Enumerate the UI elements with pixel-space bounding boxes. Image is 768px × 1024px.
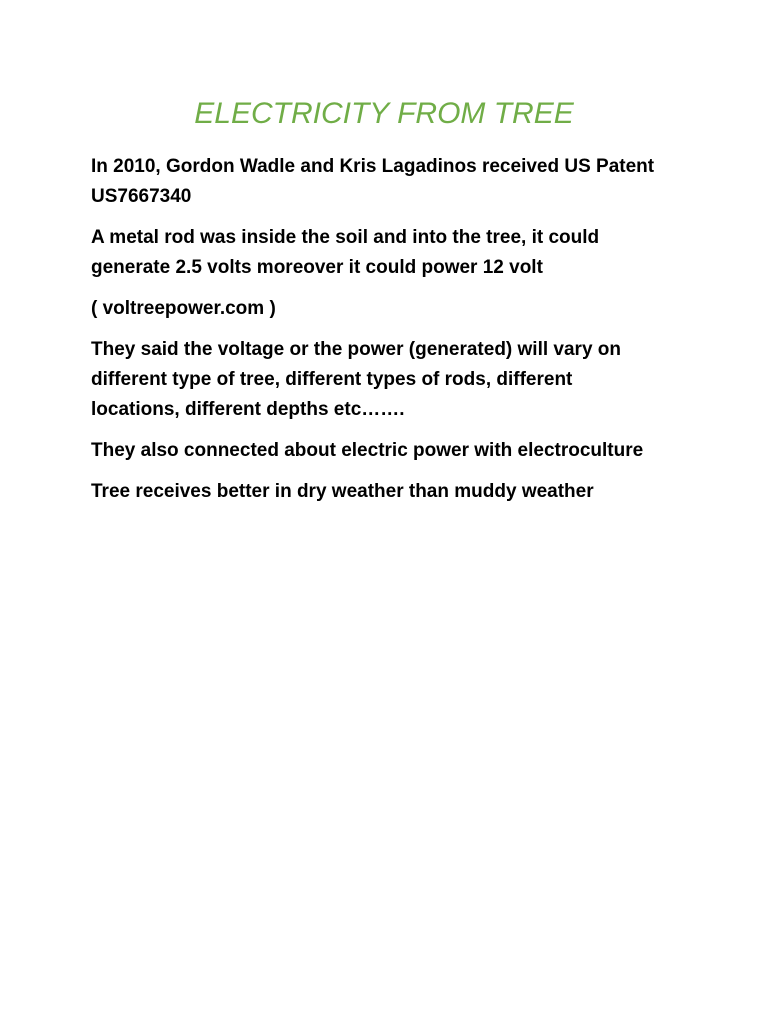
paragraph-weather [91, 477, 691, 507]
document-body [91, 152, 691, 518]
paragraph-patent [91, 152, 691, 212]
text-line: A metal rod was inside the soil and into the tree, it could [91, 227, 600, 248]
paragraph-voltage-variation [91, 335, 691, 425]
text-line: They said the voltage or the power (generated) will vary on [91, 339, 622, 360]
paragraph-electroculture [91, 436, 691, 466]
text-line: US7667340 [91, 186, 192, 207]
text-line: ( voltreepower.com ) [91, 298, 276, 319]
text-line: generate 2.5 volts moreover it could power 12 volt [91, 257, 543, 278]
paragraph-source [91, 294, 691, 324]
text-line: Tree receives better in dry weather than muddy weather [91, 481, 594, 502]
text-line: They also connected about electric power with electroculture [91, 440, 644, 461]
document-title: ELECTRICITY FROM TREE [194, 97, 574, 130]
text-line: locations, different depths etc……. [91, 399, 405, 420]
text-line: In 2010, Gordon Wadle and Kris Lagadinos received US Patent [91, 156, 655, 177]
text-line: different type of tree, different types of rods, different [91, 369, 573, 390]
paragraph-metal-rod [91, 223, 691, 283]
